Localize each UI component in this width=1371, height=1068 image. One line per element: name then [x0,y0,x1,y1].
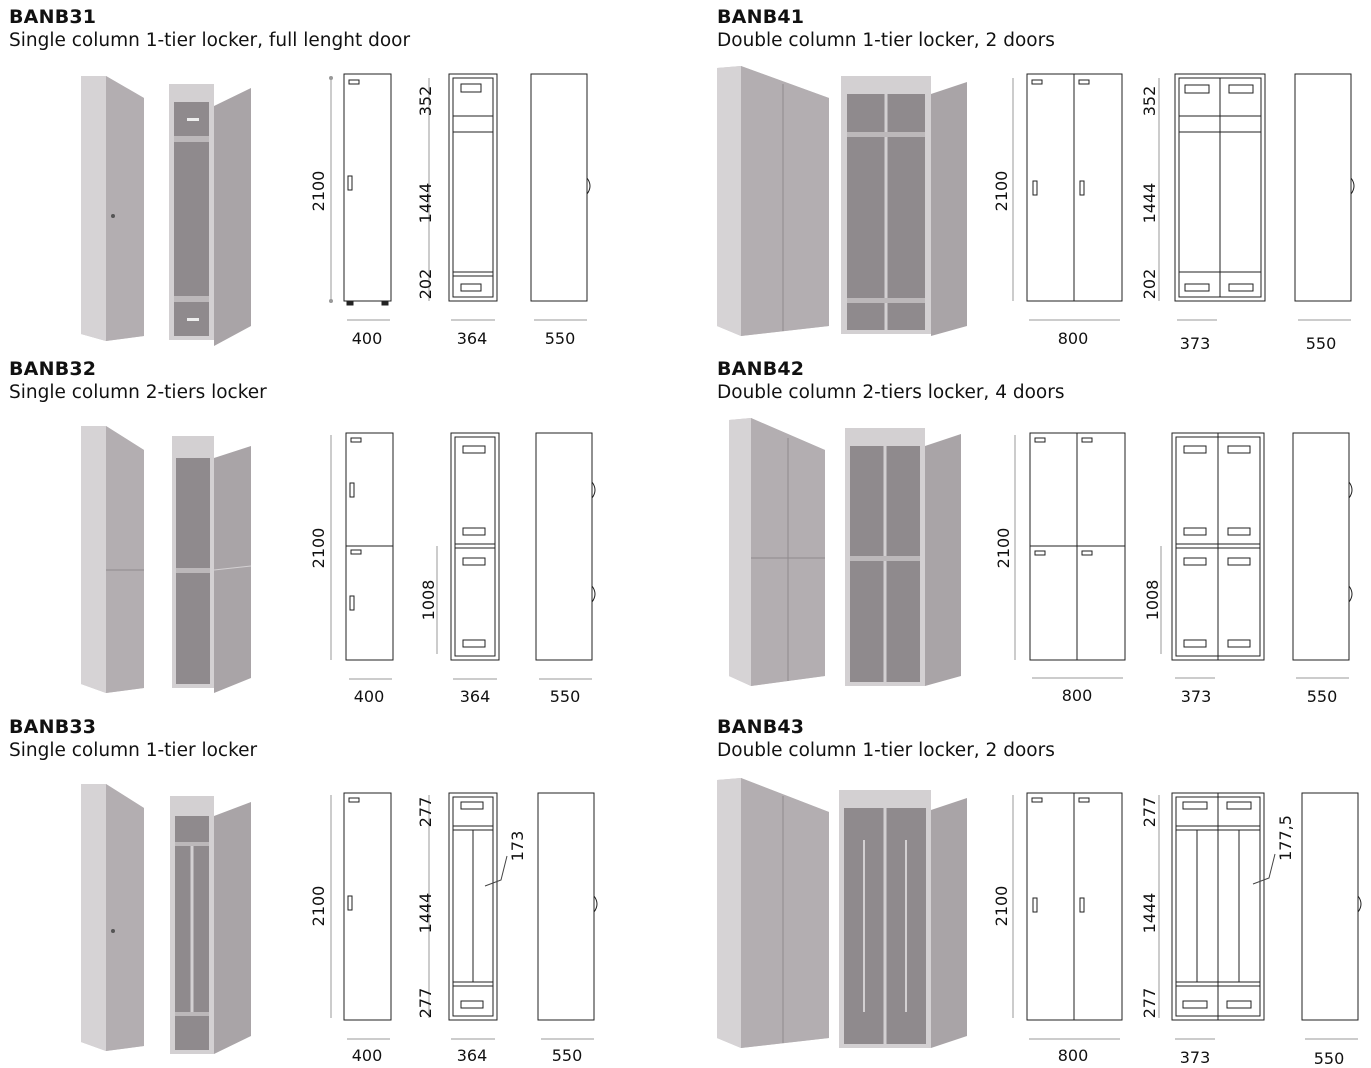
inner-width-label: 364 [456,1046,488,1065]
locker-photo-closed [81,426,144,693]
locker-photo-open [845,428,961,686]
product-code: BANB43 [717,716,805,738]
locker-inside-drawing [1161,433,1264,678]
depth-label: 550 [549,687,581,706]
dim-top: 277 [1140,796,1159,828]
width-label: 800 [1061,686,1093,705]
locker-photo-open [841,76,967,336]
inner-width-label: 373 [1179,1048,1211,1067]
product-drawings [717,716,1371,1066]
locker-side-drawing [1295,74,1354,320]
locker-photo-open [839,790,967,1048]
locker-photo-open [169,84,251,346]
depth-label: 550 [1306,687,1338,706]
depth-label: 550 [1305,334,1337,353]
product-drawings [717,6,1371,356]
dim-bottom: 202 [416,268,435,300]
product-code: BANB41 [717,6,805,28]
product-drawings [9,358,689,708]
height-label: 2100 [992,885,1011,927]
product-code: BANB42 [717,358,805,380]
locker-inside-drawing [1159,793,1275,1039]
width-label: 800 [1057,329,1089,348]
product-drawings [9,716,689,1066]
height-label: 2100 [994,527,1013,569]
product-banb32 [9,358,689,708]
height-label: 2100 [309,527,328,569]
depth-label: 550 [551,1046,583,1065]
height-label: 2100 [309,885,328,927]
width-label: 400 [353,687,385,706]
locker-front-drawing [1013,793,1122,1039]
locker-front-drawing [1015,433,1125,678]
locker-photo-closed [81,784,144,1051]
product-title: Single column 1-tier locker, full lenght door [9,30,411,51]
inner-width-label: 364 [456,329,488,348]
product-banb41 [717,6,1371,356]
product-title: Single column 1-tier locker [9,740,258,761]
compartment-width-label: 173 [508,830,527,862]
locker-inside-drawing [429,793,507,1039]
locker-photo-closed [81,76,144,341]
locker-front-drawing [331,433,393,679]
dim-bottom: 202 [1140,268,1159,300]
product-banb42 [717,358,1371,708]
locker-inside-drawing [429,74,497,320]
product-drawings [717,358,1371,708]
product-title: Single column 2-tiers locker [9,382,267,403]
compartment-width-label: 177,5 [1276,815,1295,861]
locker-side-drawing [538,793,597,1039]
dim-lower: 1008 [419,579,438,621]
product-code: BANB31 [9,6,97,28]
dim-lower: 1008 [1143,579,1162,621]
product-title: Double column 2-tiers locker, 4 doors [717,382,1065,403]
locker-inside-drawing [1159,74,1265,320]
locker-photo-closed [717,778,829,1048]
width-label: 400 [351,1046,383,1065]
dim-middle: 1444 [416,182,435,224]
locker-side-drawing [536,433,595,679]
dim-middle: 1444 [416,892,435,934]
locker-photo-closed [729,418,825,686]
dim-top: 352 [416,85,435,117]
locker-front-drawing [331,793,391,1039]
locker-side-drawing [1302,793,1361,1039]
product-banb31 [9,6,689,356]
width-label: 400 [351,329,383,348]
dim-bottom: 277 [416,987,435,1019]
width-label: 800 [1057,1046,1089,1065]
product-title: Double column 1-tier locker, 2 doors [717,30,1055,51]
product-title: Double column 1-tier locker, 2 doors [717,740,1055,761]
dim-bottom: 277 [1140,987,1159,1019]
depth-label: 550 [1313,1049,1345,1068]
locker-side-drawing [1293,433,1352,678]
locker-front-drawing [1013,74,1122,320]
locker-photo-open [170,796,251,1054]
height-label: 2100 [309,170,328,212]
product-drawings [9,6,689,356]
inner-width-label: 373 [1180,687,1212,706]
inner-width-label: 373 [1179,334,1211,353]
locker-photo-closed [717,66,829,336]
depth-label: 550 [544,329,576,348]
dim-top: 277 [416,796,435,828]
locker-inside-drawing [437,433,499,679]
locker-side-drawing [531,74,590,320]
product-banb43 [717,716,1371,1066]
product-banb33 [9,716,689,1066]
inner-width-label: 364 [459,687,491,706]
dim-top: 352 [1140,85,1159,117]
locker-photo-open [172,436,251,693]
locker-front-drawing [329,74,391,320]
product-code: BANB32 [9,358,97,380]
height-label: 2100 [992,170,1011,212]
product-code: BANB33 [9,716,97,738]
dim-middle: 1444 [1140,892,1159,934]
dim-middle: 1444 [1140,182,1159,224]
